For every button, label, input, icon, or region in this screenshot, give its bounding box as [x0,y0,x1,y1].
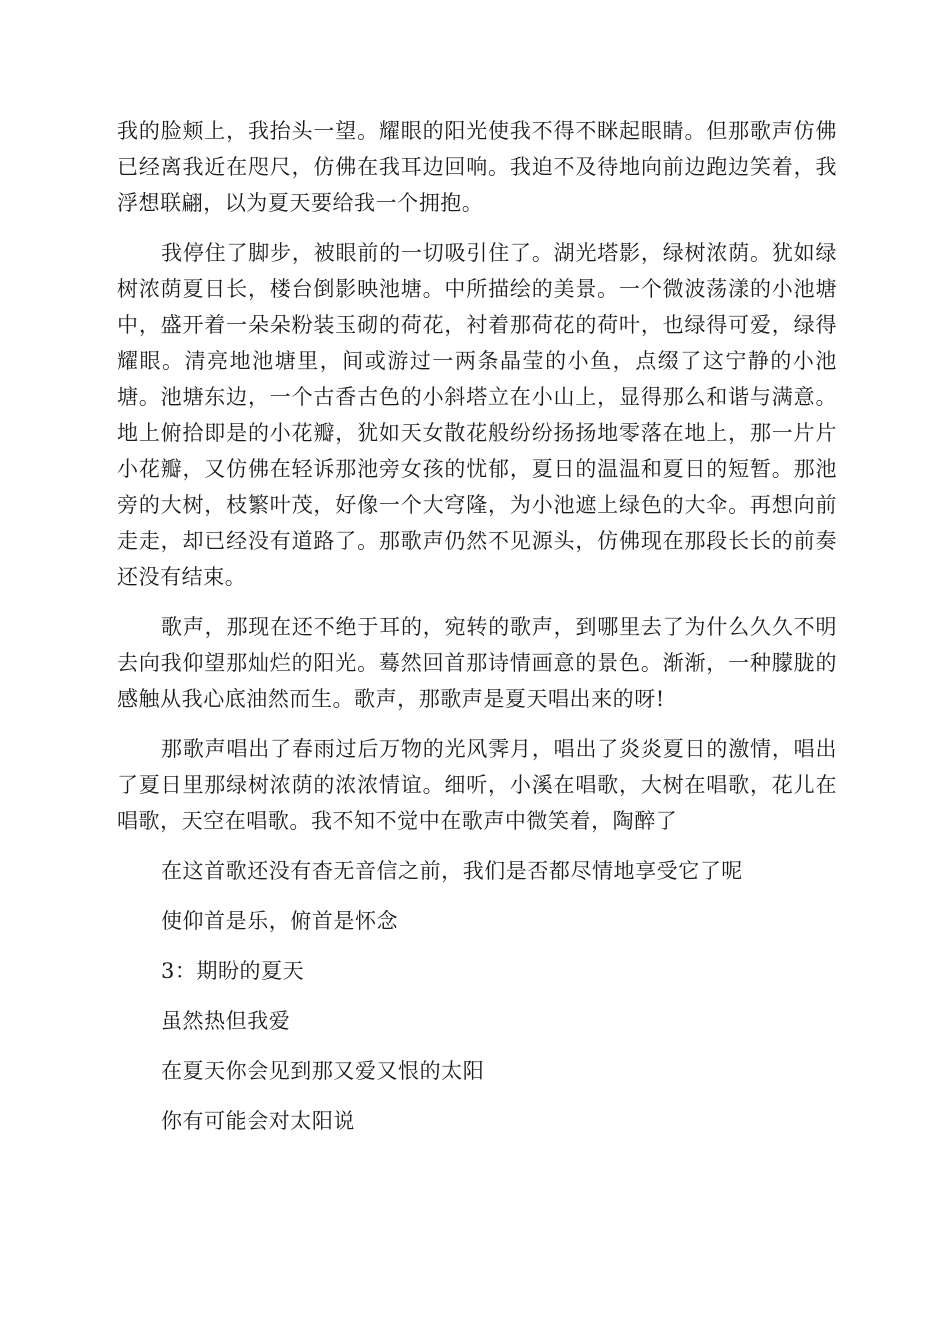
section-heading: 3：期盼的夏天 [161,959,305,983]
text-line: 虽然热但我爱 [161,1009,291,1033]
text-line: 你有可能会对太阳说 [161,1109,355,1133]
paragraph-song-of-summer: 那歌声唱出了春雨过后万物的光风霁月，唱出了炎炎夏日的激情，唱出了夏日里那绿树浓荫的浓浓情谊。细听，小溪在唱歌，大树在唱歌，花儿在唱歌，天空在唱歌。我不知不觉中在歌声中微笑着，陶醉了 [117,737,837,833]
paragraph-song-search: 歌声，那现在还不绝于耳的，宛转的歌声，到哪里去了为什么久久不明去向我仰望那灿烂的阳光。蓦然回首那诗情画意的景色。渐渐，一种朦胧的感触从我心底油然而生。歌声，那歌声是夏天唱出来的呀! [117,615,837,711]
document-body [117,113,837,1153]
paragraph-pond-scene: 我停住了脚步，被眼前的一切吸引住了。湖光塔影，绿树浓荫。犹如绿树浓荫夏日长，楼台倒影映池塘。中所描绘的美景。一个微波荡漾的小池塘中，盛开着一朵朵粉装玉砌的荷花，衬着那荷花的荷叶，也绿得可爱，绿得耀眼。清亮地池塘里，间或游过一两条晶莹的小鱼，点缀了这宁静的小池塘。池塘东边，一个古香古色的小斜塔立在小山上，显得那么和谐与满意。地上俯拾即是的小花瓣，犹如天女散花般纷纷扬扬地零落在地上，那一片片小花瓣，又仿佛在轻诉那池旁女孩的忧郁，夏日的温温和夏日的短暂。那池旁的大树，枝繁叶茂，好像一个大穹隆，为小池遮上绿色的大伞。再想向前走走，却已经没有道路了。那歌声仍然不见源头，仿佛现在那段长长的前奏还没有结束。 [117,241,837,589]
text-line: 在夏天你会见到那又爱又恨的太阳 [161,1059,485,1083]
text-line: 使仰首是乐，俯首是怀念 [161,909,399,933]
text-line: 在这首歌还没有杳无音信之前，我们是否都尽情地享受它了呢 [161,859,743,883]
paragraph-continued: 我的脸颊上，我抬头一望。耀眼的阳光使我不得不眯起眼睛。但那歌声仿佛已经离我近在咫尺，仿佛在我耳边回响。我迫不及待地向前边跑边笑着，我浮想联翩，以为夏天要给我一个拥抱。 [117,119,837,215]
